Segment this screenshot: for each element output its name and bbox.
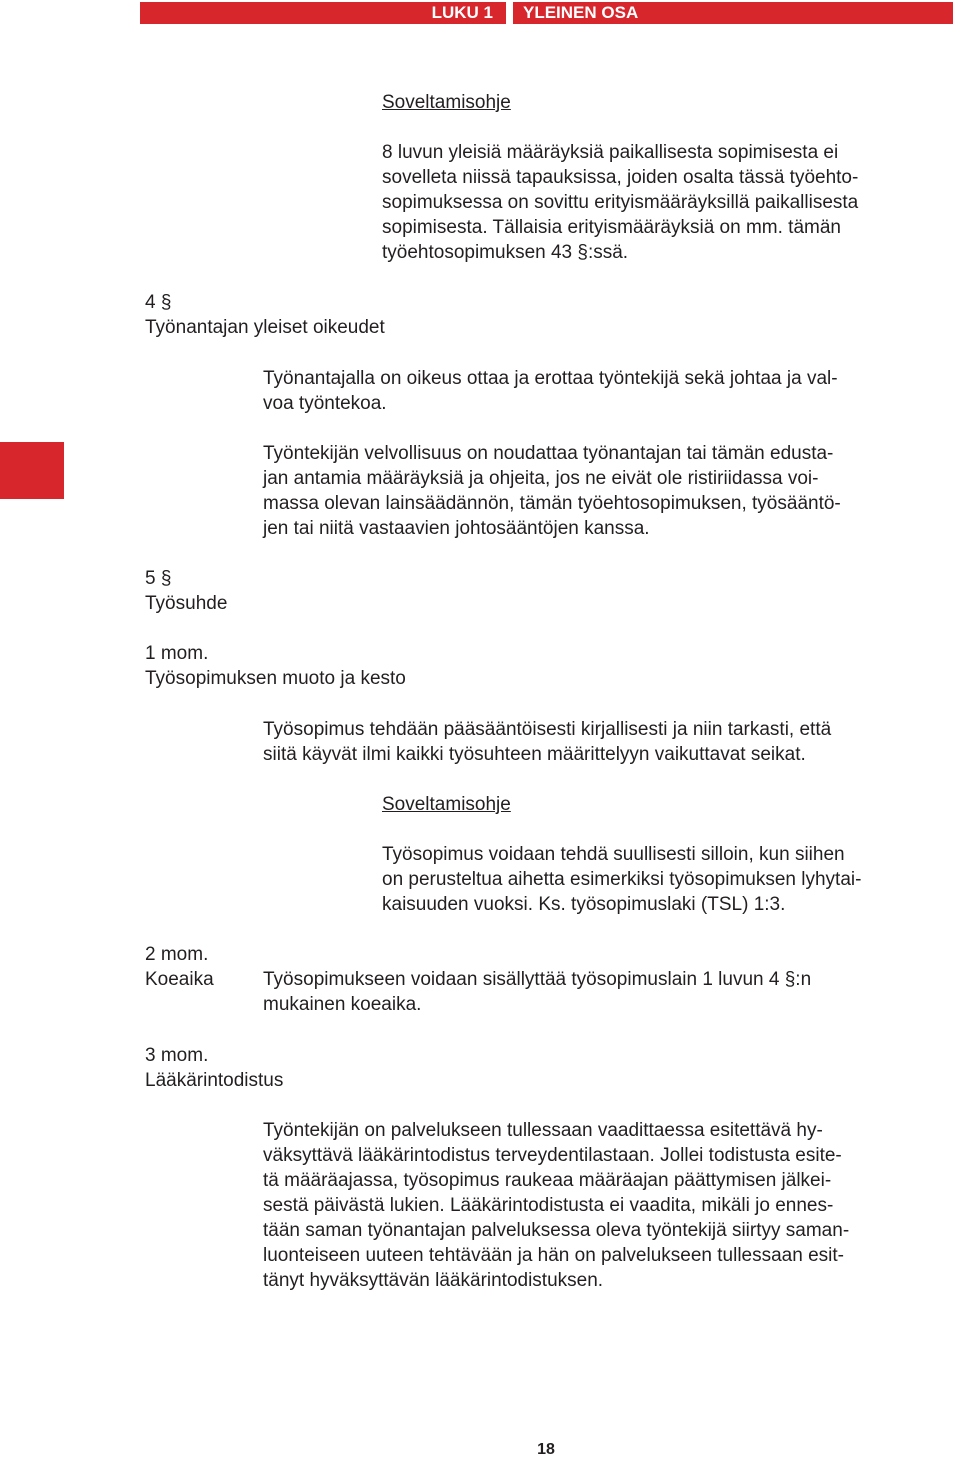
para-line: tään saman työnantajan palveluksessa oleva työntekijä siirtyy saman- xyxy=(263,1220,850,1241)
guidance-line: 8 luvun yleisiä määräyksiä paikallisesta sopimisesta ei xyxy=(382,142,839,163)
para-line: tänyt hyväksyttävän lääkärintodistuksen. xyxy=(263,1270,604,1291)
mom-2-title: Koeaika xyxy=(145,969,214,990)
para-line: tä määräajassa, työsopimus raukeaa määräajan päättymisen jälkei- xyxy=(263,1170,832,1191)
para-line: jan antamia määräyksiä ja ohjeita, jos ne eivät ole ristiriidassa voi- xyxy=(263,468,819,489)
section-4-para-1 xyxy=(263,366,943,416)
guidance-line: työehtosopimuksen 43 §:ssä. xyxy=(382,242,629,263)
mom-3-label: 3 mom. xyxy=(145,1045,209,1066)
mom-3-heading xyxy=(145,1043,283,1093)
mom-2-heading xyxy=(145,942,214,992)
para-line: mukainen koeaika. xyxy=(263,994,422,1015)
mom-3-para xyxy=(263,1118,943,1293)
section-tab xyxy=(513,2,953,24)
para-line: Työsopimus tehdään pääsääntöisesti kirjallisesti ja niin tarkasti, että xyxy=(263,719,832,740)
para-line: väksyttävä lääkärintodistus terveydentilastaan. Jollei todistusta esite- xyxy=(263,1145,842,1166)
chapter-label: LUKU 1 xyxy=(431,3,493,22)
para-line: Työntekijän velvollisuus on noudattaa työnantajan tai tämän edusta- xyxy=(263,443,834,464)
mom-1-heading xyxy=(145,641,406,691)
guidance-title: Soveltamisohje xyxy=(382,92,511,113)
guidance-title: Soveltamisohje xyxy=(382,794,511,815)
guidance-line: sopimisesta. Tällaisia erityismääräyksiä on mm. tämän xyxy=(382,217,841,238)
section-5-title: Työsuhde xyxy=(145,593,228,614)
mom-1-title: Työsopimuksen muoto ja kesto xyxy=(145,668,406,689)
section-4-number: 4 § xyxy=(145,292,172,313)
mom-2-label: 2 mom. xyxy=(145,944,209,965)
section-4-title: Työnantajan yleiset oikeudet xyxy=(145,317,385,338)
section-5-number: 5 § xyxy=(145,568,172,589)
para-line: siitä käyvät ilmi kaikki työsuhteen määrittelyyn vaikuttavat seikat. xyxy=(263,744,806,765)
section-5-heading xyxy=(145,566,227,616)
para-line: massa olevan lainsäädännön, tämän työehtosopimuksen, työsääntö- xyxy=(263,493,841,514)
guidance-line: kaisuuden vuoksi. Ks. työsopimuslaki (TSL) 1:3. xyxy=(382,894,786,915)
section-4-heading xyxy=(145,290,385,340)
intro-guidance xyxy=(382,90,942,265)
para-line: jen tai niitä vastaavien johtosääntöjen kanssa. xyxy=(263,518,650,539)
mom-2-para xyxy=(263,967,943,1017)
para-line: Työsopimukseen voidaan sisällyttää työsopimuslain 1 luvun 4 §:n xyxy=(263,969,812,990)
para-line: Työntekijän on palvelukseen tullessaan vaadittaessa esitettävä hy- xyxy=(263,1120,823,1141)
chapter-tab xyxy=(140,2,506,24)
mom-1-label: 1 mom. xyxy=(145,643,209,664)
mom-1-para xyxy=(263,717,943,767)
mom-3-title: Lääkärintodistus xyxy=(145,1070,284,1091)
guidance-line: sovelleta niissä tapauksissa, joiden osalta tässä työehto- xyxy=(382,167,859,188)
para-line: voa työntekoa. xyxy=(263,393,387,414)
guidance-line: sopimuksessa on sovittu erityismääräyksillä paikallisesta xyxy=(382,192,859,213)
section-4-para-2 xyxy=(263,441,943,541)
para-line: Työnantajalla on oikeus ottaa ja erottaa työntekijä sekä johtaa ja val- xyxy=(263,368,838,389)
para-line: luonteiseen uuteen tehtävään ja hän on palvelukseen tullessaan esit- xyxy=(263,1245,844,1266)
guidance-line: Työsopimus voidaan tehdä suullisesti silloin, kun siihen xyxy=(382,844,845,865)
guidance-line: on perusteltua aihetta esimerkiksi työsopimuksen lyhytai- xyxy=(382,869,862,890)
para-line: sestä päivästä lukien. Lääkärintodistusta ei vaadita, mikäli jo ennes- xyxy=(263,1195,834,1216)
side-marker xyxy=(0,442,64,499)
mom-1-guidance xyxy=(382,792,942,917)
page-number: 18 xyxy=(537,1441,555,1458)
section-label: YLEINEN OSA xyxy=(523,3,639,22)
